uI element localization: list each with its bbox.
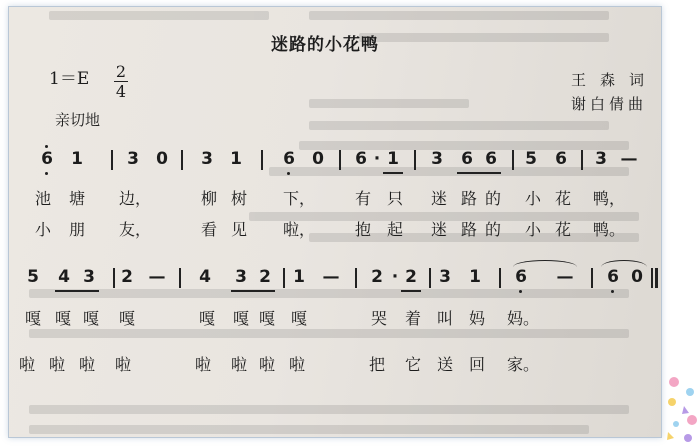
tempo-marking: 亲切地 bbox=[55, 111, 101, 129]
note: 1 bbox=[293, 267, 305, 287]
augmentation-dot: · bbox=[391, 267, 399, 287]
lyricist-credit: 王森词 bbox=[571, 71, 659, 89]
lyric-char: 嘎 bbox=[199, 309, 216, 328]
lyric-char: 嘎 bbox=[291, 309, 308, 328]
final-bar-line-thick bbox=[655, 268, 658, 288]
note: 3 bbox=[431, 149, 443, 169]
time-signature bbox=[113, 63, 129, 100]
tie-arc bbox=[601, 260, 647, 267]
notation-line-2 bbox=[9, 269, 661, 299]
note: 3 bbox=[595, 149, 607, 169]
bar-line bbox=[261, 150, 263, 170]
lyric-char: 树 bbox=[231, 189, 248, 208]
lyric-char: 哭 bbox=[371, 309, 388, 328]
lyric-char: 送 bbox=[437, 355, 454, 374]
lyric-char: 下， bbox=[283, 189, 316, 208]
note: 0 bbox=[312, 149, 324, 169]
score-sheet bbox=[9, 7, 661, 437]
note: 3 bbox=[235, 267, 247, 287]
bar-line bbox=[179, 268, 181, 288]
lyric-char: 家。 bbox=[507, 355, 540, 374]
lyric-char: 啦 bbox=[289, 355, 306, 374]
composer-credit: 谢白倩曲 bbox=[571, 95, 648, 113]
octave-dot bbox=[519, 290, 522, 293]
confetti-decoration bbox=[664, 376, 700, 444]
lyric-char: 花 bbox=[555, 189, 572, 208]
lyric-char: 妈。 bbox=[507, 309, 540, 328]
lyric-char: 啦 bbox=[259, 355, 276, 374]
note: 6 bbox=[485, 149, 497, 169]
note: 1 bbox=[469, 267, 481, 287]
lyric-char: 朋 bbox=[69, 220, 86, 239]
note: 1 bbox=[230, 149, 242, 169]
bar-line bbox=[181, 150, 183, 170]
lyric-char: 啦 bbox=[49, 355, 66, 374]
lyric-char: 啦 bbox=[231, 355, 248, 374]
bar-line bbox=[429, 268, 431, 288]
lyrics-line-2 bbox=[9, 222, 661, 252]
note: 6 bbox=[283, 149, 295, 169]
note: 5 bbox=[525, 149, 537, 169]
octave-dot bbox=[45, 145, 48, 148]
note: 3 bbox=[439, 267, 451, 287]
lyric-char: 友， bbox=[119, 220, 152, 239]
lyric-char: 见 bbox=[231, 220, 248, 239]
note: 6 bbox=[355, 149, 367, 169]
lyric-char: 小 bbox=[525, 189, 542, 208]
note: 6 bbox=[555, 149, 567, 169]
note: 3 bbox=[127, 149, 139, 169]
final-bar-line bbox=[651, 268, 653, 288]
augmentation-dot: · bbox=[373, 149, 381, 169]
note: 2 bbox=[371, 267, 383, 287]
lyric-char: 抱 bbox=[355, 220, 372, 239]
lyric-char: 看 bbox=[201, 220, 218, 239]
eighth-underline bbox=[55, 290, 99, 292]
hold-dash: — bbox=[148, 267, 166, 287]
note: 3 bbox=[83, 267, 95, 287]
eighth-underline bbox=[231, 290, 275, 292]
octave-dot bbox=[45, 172, 48, 175]
bar-line bbox=[581, 150, 583, 170]
lyric-char: 路 bbox=[461, 220, 478, 239]
bar-line bbox=[512, 150, 514, 170]
lyric-char: 它 bbox=[405, 355, 422, 374]
note: 2 bbox=[121, 267, 133, 287]
notation-line-1 bbox=[9, 151, 661, 181]
note: 0 bbox=[156, 149, 168, 169]
lyric-char: 起 bbox=[387, 220, 404, 239]
bar-line bbox=[499, 268, 501, 288]
lyric-char: 嘎 bbox=[25, 309, 42, 328]
note: 2 bbox=[405, 267, 417, 287]
note: 0 bbox=[631, 267, 643, 287]
time-signature-bottom: 4 bbox=[115, 82, 127, 101]
bar-line bbox=[339, 150, 341, 170]
note: 3 bbox=[201, 149, 213, 169]
lyric-char: 叫 bbox=[437, 309, 454, 328]
lyric-char: 鸭， bbox=[593, 189, 626, 208]
hold-dash: — bbox=[322, 267, 340, 287]
lyric-char: 鸭。 bbox=[593, 220, 626, 239]
time-signature-top: 2 bbox=[115, 62, 127, 81]
lyrics-line-4 bbox=[9, 357, 661, 387]
eighth-underline bbox=[401, 290, 421, 292]
hold-dash: — bbox=[556, 267, 574, 287]
lyric-char: 有 bbox=[355, 189, 372, 208]
note: 4 bbox=[58, 267, 70, 287]
lyric-char: 嘎 bbox=[119, 309, 136, 328]
bar-line bbox=[113, 268, 115, 288]
lyric-char: 边， bbox=[119, 189, 152, 208]
octave-dot bbox=[287, 172, 290, 175]
lyrics-line-1 bbox=[9, 191, 661, 221]
lyric-char: 回 bbox=[469, 355, 486, 374]
lyric-char: 嘎 bbox=[259, 309, 276, 328]
lyric-char: 啦 bbox=[19, 355, 36, 374]
lyric-char: 小 bbox=[525, 220, 542, 239]
bar-line bbox=[283, 268, 285, 288]
bar-line bbox=[111, 150, 113, 170]
lyric-char: 小 bbox=[35, 220, 52, 239]
lyric-char: 啦， bbox=[283, 220, 316, 239]
lyric-char: 池 bbox=[35, 189, 52, 208]
lyric-char: 嘎 bbox=[83, 309, 100, 328]
lyric-char: 塘 bbox=[69, 189, 86, 208]
note: 5 bbox=[27, 267, 39, 287]
lyric-char: 迷 bbox=[431, 189, 448, 208]
lyric-char: 花 bbox=[555, 220, 572, 239]
lyric-char: 啦 bbox=[79, 355, 96, 374]
lyric-char: 嘎 bbox=[55, 309, 72, 328]
lyric-char: 啦 bbox=[115, 355, 132, 374]
key-signature: 1＝E bbox=[49, 69, 90, 89]
note: 4 bbox=[199, 267, 211, 287]
lyric-char: 的 bbox=[485, 189, 502, 208]
lyric-char: 妈 bbox=[469, 309, 486, 328]
note: 2 bbox=[259, 267, 271, 287]
note: 6 bbox=[515, 267, 527, 287]
tie-arc bbox=[513, 260, 577, 267]
lyric-char: 啦 bbox=[195, 355, 212, 374]
lyrics-line-3 bbox=[9, 311, 661, 341]
note: 6 bbox=[607, 267, 619, 287]
eighth-underline bbox=[383, 172, 403, 174]
note: 1 bbox=[71, 149, 83, 169]
lyric-char: 只 bbox=[387, 189, 404, 208]
song-title: 迷路的小花鸭 bbox=[271, 35, 379, 55]
note: 6 bbox=[461, 149, 473, 169]
lyric-char: 迷 bbox=[431, 220, 448, 239]
lyric-char: 的 bbox=[485, 220, 502, 239]
note: 1 bbox=[387, 149, 399, 169]
octave-dot bbox=[611, 290, 614, 293]
lyric-char: 柳 bbox=[201, 189, 218, 208]
bar-line bbox=[414, 150, 416, 170]
bar-line bbox=[355, 268, 357, 288]
note: 6 bbox=[41, 149, 53, 169]
lyric-char: 把 bbox=[369, 355, 386, 374]
hold-dash: — bbox=[620, 149, 638, 169]
bar-line bbox=[591, 268, 593, 288]
lyric-char: 着 bbox=[405, 309, 422, 328]
lyric-char: 嘎 bbox=[233, 309, 250, 328]
page-photo bbox=[8, 6, 662, 438]
eighth-underline bbox=[457, 172, 501, 174]
lyric-char: 路 bbox=[461, 189, 478, 208]
